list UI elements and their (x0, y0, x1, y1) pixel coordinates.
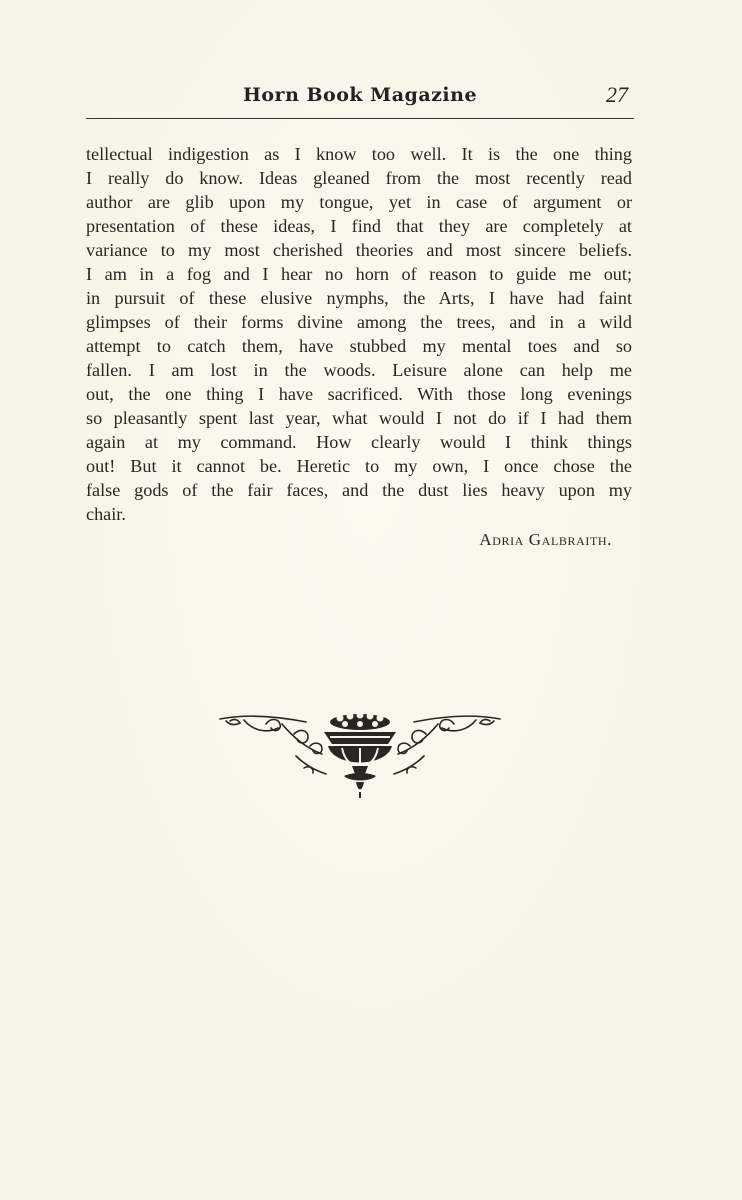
page-number: 27 (606, 82, 628, 107)
header-rule (86, 118, 634, 119)
text-line: author are glib upon my tongue, yet in case of argument or (86, 192, 632, 212)
text-line: presentation of these ideas, I find that they are completely at (86, 216, 632, 236)
text-line: so pleasantly spent last year, what would I not do if I had them (86, 408, 632, 428)
author-signature: Adria Galbraith. (479, 530, 612, 549)
text-line: in pursuit of these elusive nymphs, the Arts, I have had faint (86, 288, 632, 308)
text-line: glimpses of their forms divine among the trees, and in a wild (86, 312, 632, 332)
text-line: again at my command. How clearly would I think things (86, 432, 632, 452)
running-head (86, 84, 634, 120)
text-line: attempt to catch them, have stubbed my mental toes and so (86, 336, 632, 356)
text-line: out, the one thing I have sacrificed. With those long evenings (86, 384, 632, 404)
text-line: false gods of the fair faces, and the dust lies heavy upon my (86, 480, 632, 500)
decorative-basket-ornament-icon (216, 710, 504, 800)
text-line: tellectual indigestion as I know too well. It is the one thing (86, 144, 632, 164)
running-title: Horn Book Magazine (242, 84, 478, 106)
text-line: I am in a fog and I hear no horn of reason to guide me out; (86, 264, 632, 284)
text-line: out! But it cannot be. Heretic to my own, I once chose the (86, 456, 632, 476)
text-line: fallen. I am lost in the woods. Leisure alone can help me (86, 360, 632, 380)
text-line: variance to my most cherished theories and most sincere beliefs. (86, 240, 632, 260)
article-body (86, 142, 632, 526)
text-line: I really do know. Ideas gleaned from the most recently read (86, 168, 632, 188)
text-line: chair. (86, 504, 126, 524)
